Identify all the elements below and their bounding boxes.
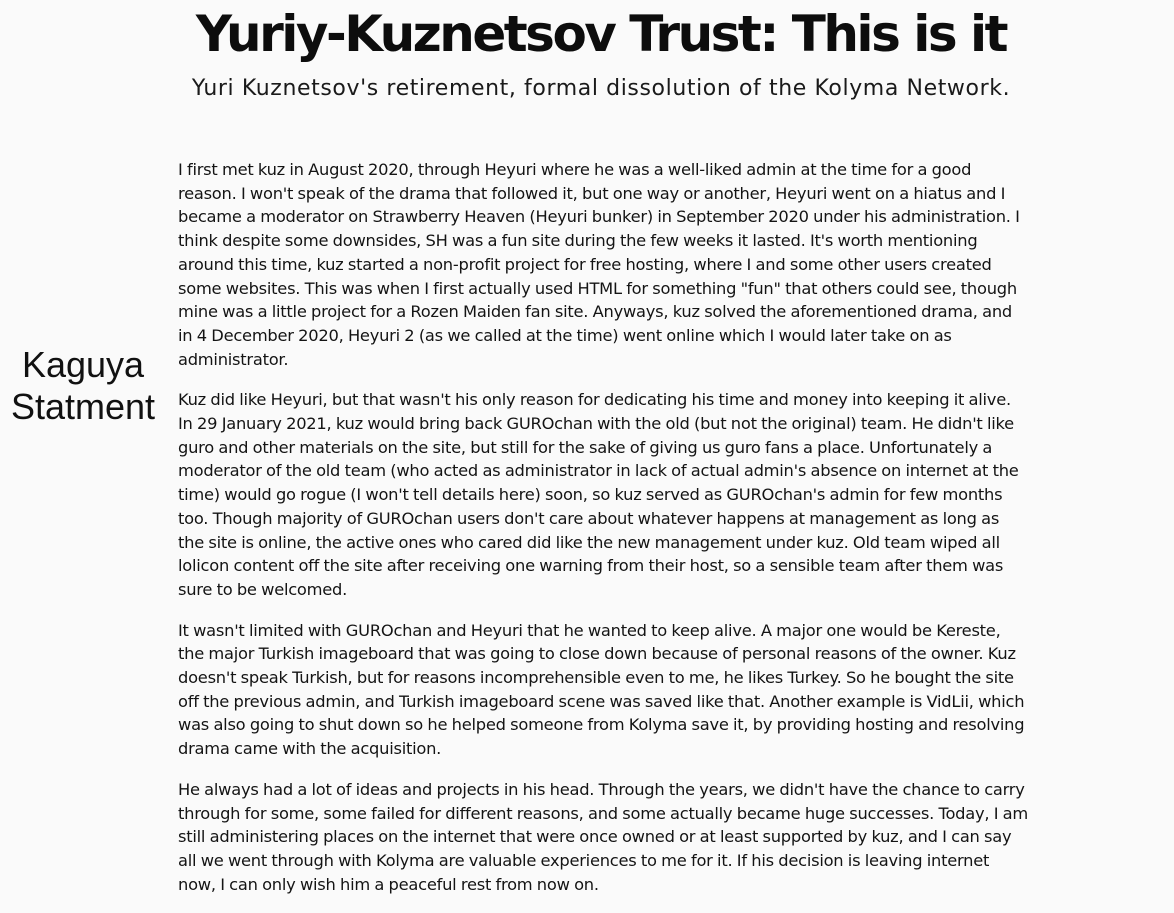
statement-paragraph: I first met kuz in August 2020, through Heyuri where he was a well-liked admin at the time for a good reason. I won't speak of the drama that followed it, but one way or another, Heyuri went on a hiatus and I became a moderator on Strawberry Heaven (Heyuri bunker) in September 2020 under his administration. I think despite some downsides, SH was a fun site during the few weeks it lasted. It's worth mentioning around this time, kuz started a non-profit project for free hosting, where I and some other users created some websites. This was when I first actually used HTML for something "fun" that others could see, though mine was a little project for a Rozen Maiden fan site. Anyways, kuz solved the aforementioned drama, and in 4 December 2020, Heyuri 2 (as we called at the time) went online which I would later take on as administrator. — [178, 160, 1020, 369]
page-title: Yuriy-Kuznetsov Trust: This is it — [195, 5, 1007, 63]
statement-paragraph: He always had a lot of ideas and projects in his head. Through the years, we didn't have the chance to carry through for some, some failed for different reasons, and some actually became huge successes. Today, I am still administering places on the internet that were once owned or at least supported by kuz, and I can say all we went through with Kolyma are valuable experiences to me for it. If his decision is leaving internet now, I can only wish him a peaceful rest from now on. — [178, 779, 1029, 894]
section-label: Kaguya Statment — [10, 344, 156, 427]
statement-paragraph: It wasn't limited with GUROchan and Heyuri that he wanted to keep alive. A major one would be Kereste, the major Turkish imageboard that was going to close down because of personal reasons of the owner. Kuz doesn't speak Turkish, but for reasons incomprehensible even to me, he likes Turkey. So he bought the site off the previous admin, and Turkish imageboard scene was saved like that. Another example is VidLii, which was also going to shut down so he helped someone from Kolyma save it, by providing hosting and resolving drama came with the acquisition. — [178, 620, 1025, 759]
statement-paragraph: Kuz did like Heyuri, but that wasn't his only reason for dedicating his time and money into keeping it alive. In 29 January 2021, kuz would bring back GUROchan with the old (but not the original) team. He didn't like guro and other materials on the site, but still for the sake of giving us guro fans a place. Unfortunately a moderator of the old team (who acted as administrator in lack of actual admin's absence on internet at the time) would go rogue (I won't tell details here) soon, so kuz served as GUROchan's admin for few months too. Though majority of GUROchan users don't care about whatever happens at management as long as the site is online, the active ones who cared did like the new management under kuz. Old team wiped all lolicon content off the site after receiving one warning from their host, so a sensible team after them was sure to be welcomed. — [178, 390, 1019, 599]
statement-body — [178, 158, 1028, 913]
page-subtitle: Yuri Kuznetsov's retirement, formal dissolution of the Kolyma Network. — [191, 76, 1011, 101]
